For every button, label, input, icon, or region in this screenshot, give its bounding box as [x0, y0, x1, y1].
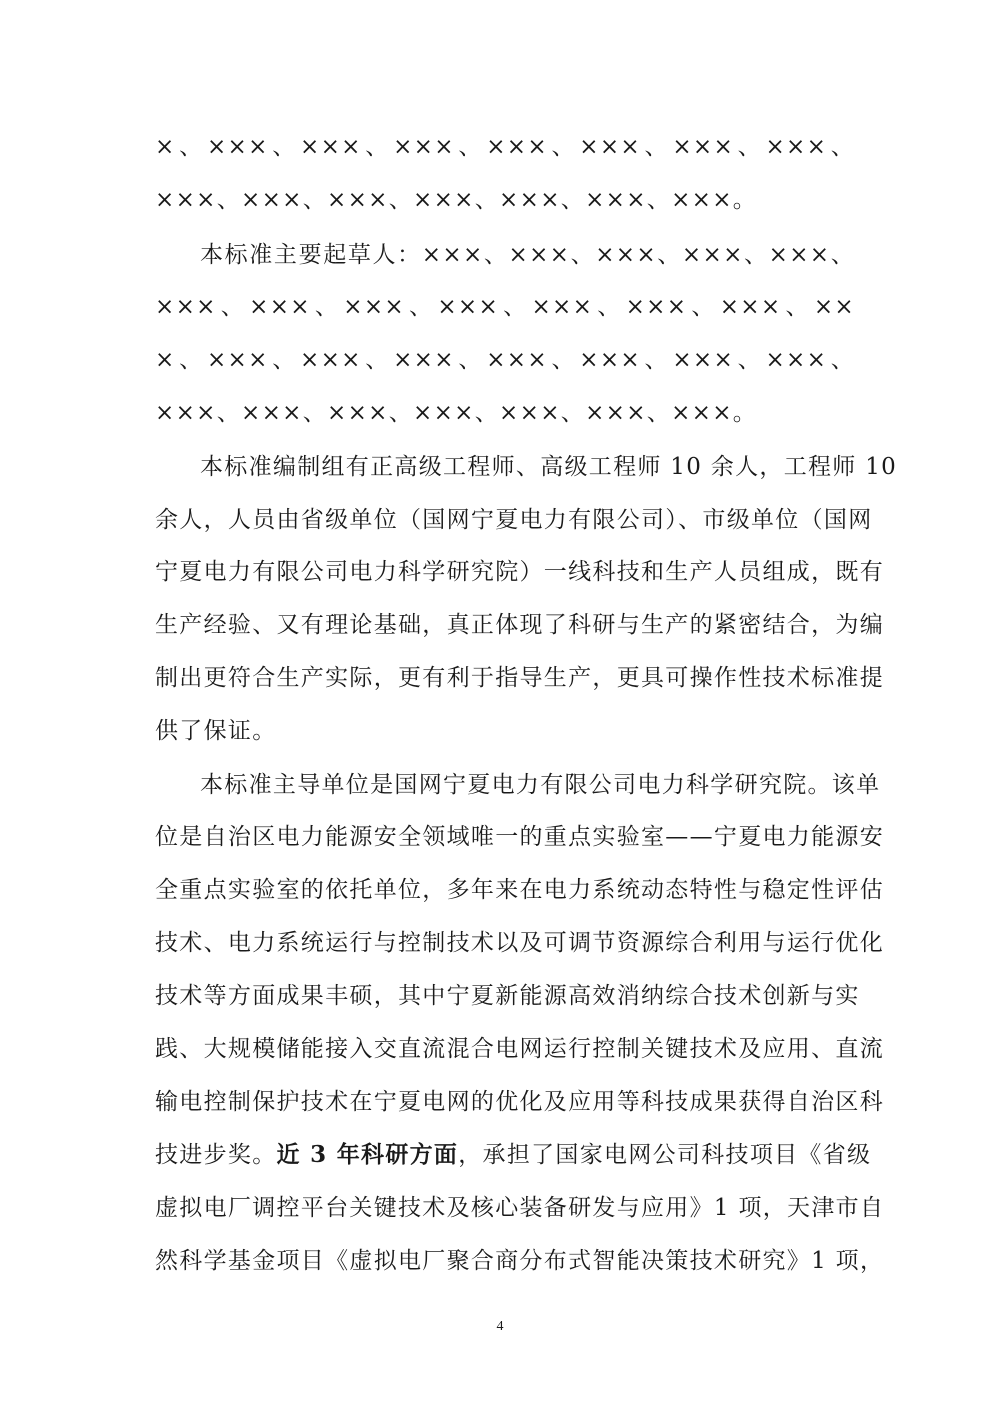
text-line: 余人，人员由省级单位（国网宁夏电力有限公司）、市级单位（国网 [155, 507, 873, 533]
text-line: 宁夏电力有限公司电力科学研究院）一线科技和生产人员组成，既有 [155, 559, 884, 585]
text-line: 技术、电力系统运行与控制技术以及可调节资源综合利用与运行优化 [155, 930, 884, 956]
text-line: 本标准主导单位是国网宁夏电力有限公司电力科学研究院。该单 [200, 772, 881, 798]
page-number: 4 [496, 1319, 504, 1334]
text-line: ×××、×××、×××、×××、×××、×××、×××。 [155, 400, 758, 426]
text-line: 践、大规模储能接入交直流混合电网运行控制关键技术及应用、直流 [155, 1036, 884, 1062]
text-line-mixed [155, 1140, 872, 1170]
text-line: 位是自治区电力能源安全领域唯一的重点实验室——宁夏电力能源安 [155, 824, 884, 850]
text-line: 生产经验、又有理论基础，真正体现了科研与生产的紧密结合，为编 [155, 612, 884, 638]
text-run: 技进步奖。 [155, 1142, 277, 1168]
text-line: 全重点实验室的依托单位，多年来在电力系统动态特性与稳定性评估 [155, 877, 884, 903]
text-line: 供了保证。 [155, 718, 277, 744]
text-line: 本标准编制组有正高级工程师、高级工程师 10 余人，工程师 10 [200, 454, 898, 480]
text-line: ×××、×××、×××、×××、×××、×××、×××、×× [155, 294, 855, 320]
text-line: 本标准主要起草人：×××、×××、×××、×××、×××、 [200, 242, 855, 268]
text-line: 虚拟电厂调控平台关键技术及核心装备研发与应用》1 项，天津市自 [155, 1195, 885, 1221]
text-line: 输电控制保护技术在宁夏电网的优化及应用等科技成果获得自治区科 [155, 1089, 884, 1115]
bold-text-run: 近 3 年科研方面 [276, 1141, 459, 1168]
text-line: 然科学基金项目《虚拟电厂聚合商分布式智能决策技术研究》1 项， [155, 1248, 885, 1274]
text-line: 技术等方面成果丰硕，其中宁夏新能源高效消纳综合技术创新与实 [155, 983, 860, 1009]
text-run: ，承担了国家电网公司科技项目《省级 [458, 1142, 872, 1168]
text-line: 制出更符合生产实际，更有利于指导生产，更具可操作性技术标准提 [155, 665, 884, 691]
text-line: ×、×××、×××、×××、×××、×××、×××、×××、 [155, 134, 855, 160]
text-line: ×××、×××、×××、×××、×××、×××、×××。 [155, 187, 758, 213]
text-line: ×、×××、×××、×××、×××、×××、×××、×××、 [155, 347, 855, 373]
